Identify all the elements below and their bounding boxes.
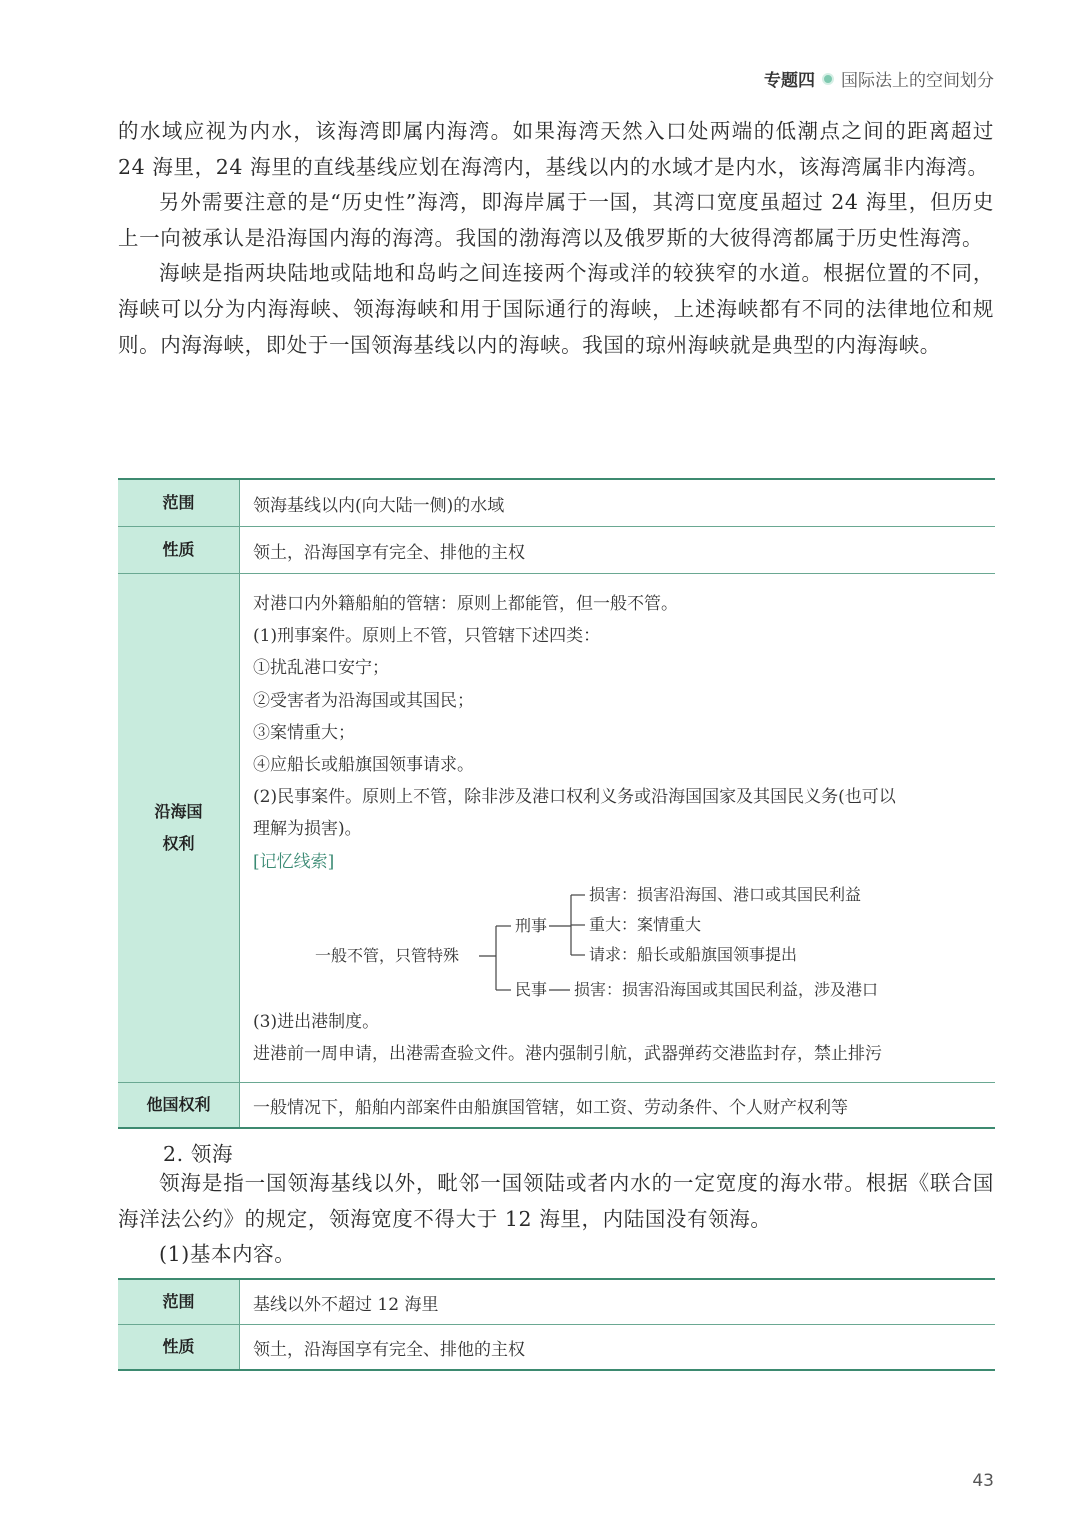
paragraph-historic-bay: 另外需要注意的是“历史性”海湾，即海岸属于一国，其湾口宽度虽超过 24 海里，但历史上一向被承认是沿海国内海的海湾。我国的渤海湾以及俄罗斯的大彼得湾都属于历史性海湾。 (118, 190, 994, 250)
other-states-rights-value: 一般情况下，船舶内部案件由船旗国管辖，如工资、劳动条件、个人财产权利等 (240, 1083, 996, 1129)
body-text-top (118, 114, 994, 363)
table-row (118, 1083, 995, 1129)
table-row (118, 527, 995, 574)
tree-criminal-item: 损害：损害沿海国、港口或其国民利益 (589, 884, 862, 904)
rights-line: 理解为损害)。 (253, 819, 362, 840)
memory-clue-label: [记忆线索] (253, 851, 335, 872)
body-text-territorial-sea (118, 1166, 994, 1273)
table-row (118, 1279, 995, 1325)
rights-line: ③案情重大； (253, 722, 355, 743)
memory-tree-diagram (253, 878, 953, 1002)
paragraph-territorial-sea: 领海是指一国领海基线以外，毗邻一国领陆或者内水的一定宽度的海水带。根据《联合国海洋法公约》的规定，领海宽度不得大于 12 海里，内陆国没有领海。 (118, 1171, 994, 1231)
nature-label: 性质 (118, 527, 240, 574)
other-states-rights-label: 他国权利 (118, 1083, 240, 1129)
scope-label: 范围 (118, 479, 240, 527)
paragraph-bay: 的水域应视为内水，该海湾即属内海湾。如果海湾天然入口处两端的低潮点之间的距离超过 24 海里，24 海里的直线基线应划在海湾内，基线以内的水域才是内水，该海湾属非内海湾。 (118, 119, 994, 179)
tree-criminal-item: 请求：船长或船旗国领事提出 (589, 944, 798, 964)
table-row (118, 1325, 995, 1371)
nature-value: 领土，沿海国享有完全、排他的主权 (240, 1325, 996, 1371)
table-row (118, 574, 995, 1083)
header-title: 国际法上的空间划分 (841, 71, 994, 91)
nature-label: 性质 (118, 1325, 240, 1371)
paragraph-strait: 海峡是指两块陆地或陆地和岛屿之间连接两个海或洋的较狭窄的水道。根据位置的不同，海峡可以分为内海海峡、领海海峡和用于国际通行的海峡，上述海峡都有不同的法律地位和规则。内海海峡，即处于一国领海基线以内的海峡。我国的琼州海峡就是典型的内海海峡。 (118, 261, 994, 357)
scope-value: 基线以外不超过 12 海里 (240, 1279, 996, 1325)
coastal-rights-value (240, 574, 996, 1083)
header-topic: 专题四 (764, 71, 815, 91)
scope-value: 领海基线以内(向大陆一侧)的水域 (240, 479, 996, 527)
rights-line: ①扰乱港口安宁； (253, 658, 389, 679)
tree-civil: 民事 (515, 979, 548, 999)
tree-civil-item: 损害：损害沿海国或其国民利益，涉及港口 (574, 979, 879, 999)
table-row (118, 479, 995, 527)
page-number: 43 (972, 1471, 994, 1491)
coastal-rights-label-line2: 权利 (162, 834, 195, 854)
rights-line: (1)刑事案件。原则上不管，只管辖下述四类： (253, 626, 601, 647)
territorial-sea-table (118, 1278, 995, 1371)
tree-criminal: 刑事 (515, 915, 548, 935)
nature-value: 领土，沿海国享有完全、排他的主权 (240, 527, 996, 574)
port-line: (3)进出港制度。 (253, 1011, 380, 1032)
rights-line: (2)民事案件。原则上不管，除非涉及港口权利义务或沿海国国家及其国民义务(也可以 (253, 787, 896, 808)
tree-criminal-item: 重大：案情重大 (589, 914, 702, 934)
section-heading: 2. 领海 (163, 1142, 234, 1166)
rights-line: ④应船长或船旗国领事请求。 (253, 755, 474, 776)
subheading-basic-content: (1)基本内容。 (159, 1242, 296, 1267)
rights-line: 对港口内外籍船舶的管辖：原则上都能管，但一般不管。 (253, 594, 678, 614)
rights-line: ②受害者为沿海国或其国民； (253, 690, 474, 711)
internal-waters-table (118, 478, 995, 1129)
coastal-rights-label (118, 574, 240, 1083)
coastal-rights-label-line1: 沿海国 (154, 802, 203, 822)
bullet-circle-icon (822, 73, 834, 85)
port-line: 进港前一周申请，出港需查验文件。港内强制引航，武器弹药交港监封存，禁止排污 (253, 1044, 882, 1065)
running-header (764, 66, 994, 91)
scope-label: 范围 (118, 1279, 240, 1325)
tree-root: 一般不管，只管特殊 (315, 945, 460, 965)
